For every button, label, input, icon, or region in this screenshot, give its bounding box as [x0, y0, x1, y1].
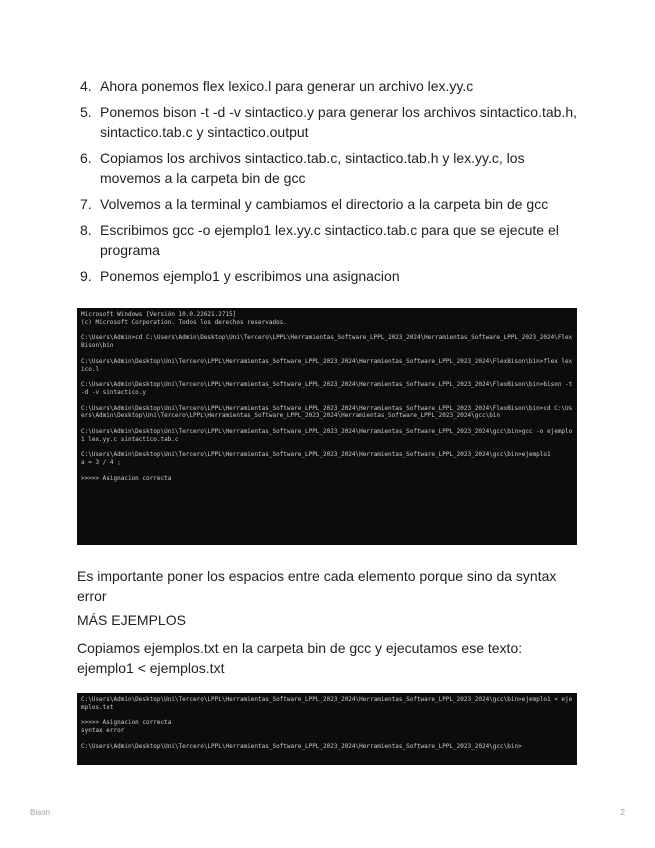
step-number: 9.	[80, 268, 92, 284]
terminal-line: >>>>> Asignacion correcta	[81, 474, 172, 482]
terminal-line: syntax error	[81, 727, 125, 735]
syntax-note: Es importante poner los espacios entre cada elemento porque sino da syntax error	[77, 568, 557, 604]
step-item	[80, 76, 580, 96]
section-heading: MÁS EJEMPLOS	[77, 612, 186, 628]
footer-title: Bison	[30, 808, 51, 817]
terminal-line	[81, 420, 573, 428]
steps-list	[80, 76, 580, 292]
terminal-line: C:\Users\Admin\Desktop\Uni\Tercero\LPPL\Herramientas_Software_LPPL_2023_2024\Herramientas_Software_LPPL_2023_2024\FlexBison\bin>flex lexico.l	[81, 357, 573, 373]
step-number: 7.	[80, 196, 92, 212]
terminal-line	[81, 444, 573, 452]
terminal-line	[81, 373, 573, 381]
terminal-line	[81, 712, 573, 720]
step-item	[80, 194, 580, 214]
terminal-line	[81, 467, 573, 475]
terminal-line	[81, 397, 573, 405]
terminal-line: C:\Users\Admin\Desktop\Uni\Tercero\LPPL\Herramientas_Software_LPPL_2023_2024\Herramientas_Software_LPPL_2023_2024\gcc\bin>gcc -o ejemplo1 lex.yy.c sintactico.tab.c	[81, 427, 573, 443]
step-item	[80, 266, 580, 286]
terminal-line: C:\Users\Admin\Desktop\Uni\Tercero\LPPL\Herramientas_Software_LPPL_2023_2024\Herramientas_Software_LPPL_2023_2024\gcc\bin>ejemplo1 < ejemplos.txt	[81, 696, 573, 711]
terminal-line	[81, 350, 573, 358]
terminal-line	[81, 327, 573, 335]
step-text: Escribimos gcc -o ejemplo1 lex.yy.c sintactico.tab.c para que se ejecute el programa	[100, 222, 559, 258]
terminal-line: C:\Users\Admin\Desktop\Uni\Tercero\LPPL\Herramientas_Software_LPPL_2023_2024\Herramientas_Software_LPPL_2023_2024\gcc\bin>	[81, 742, 522, 750]
terminal-line: C:\Users\Admin>cd C:\Users\Admin\Desktop\Uni\Tercero\LPPL\Herramientas_Software_LPPL_2023_2024\Herramientas_Software_LPPL_2023_2024\FlexBison\bin	[81, 334, 573, 350]
step-number: 4.	[80, 78, 92, 94]
step-text: Volvemos a la terminal y cambiamos el directorio a la carpeta bin de gcc	[100, 196, 549, 212]
step-text: Ponemos bison -t -d -v sintactico.y para generar los archivos sintactico.tab.h, sintactico.tab.c y sintactico.output	[100, 104, 577, 140]
step-text: Ponemos ejemplo1 y escribimos una asignacion	[100, 268, 400, 284]
terminal-line: (c) Microsoft Corporation. Todos los derechos reservados.	[81, 318, 287, 326]
terminal-line	[81, 735, 573, 743]
terminal-line: C:\Users\Admin\Desktop\Uni\Tercero\LPPL\Herramientas_Software_LPPL_2023_2024\Herramientas_Software_LPPL_2023_2024\FlexBison\bin>cd C:\Users\Admin\Desktop\Uni\Tercero\LPPL\Herramientas_Software_LPPL_2023_2024\Herramientas_Software_LPPL_2023_2024\gcc\bin	[81, 404, 573, 420]
step-number: 8.	[80, 222, 92, 238]
copy-examples-paragraph: Copiamos ejemplos.txt en la carpeta bin de gcc y ejecutamos ese texto: ejemplo1 < ejemplos.txt	[77, 640, 523, 676]
terminal-line: >>>>> Asignacion correcta	[81, 719, 172, 727]
page-number: 2	[620, 808, 625, 817]
terminal-screenshot-1	[77, 308, 577, 545]
step-number: 6.	[80, 150, 92, 166]
terminal-line: C:\Users\Admin\Desktop\Uni\Tercero\LPPL\Herramientas_Software_LPPL_2023_2024\Herramientas_Software_LPPL_2023_2024\gcc\bin>ejemplo1	[81, 451, 551, 459]
terminal-line: C:\Users\Admin\Desktop\Uni\Tercero\LPPL\Herramientas_Software_LPPL_2023_2024\Herramientas_Software_LPPL_2023_2024\FlexBison\bin>bison -t -d -v sintactico.y	[81, 381, 576, 396]
terminal-line: Microsoft Windows [Versión 10.0.22621.2715]	[81, 311, 237, 318]
terminal-screenshot-2	[77, 693, 577, 765]
terminal-line: a = 3 / 4 ;	[81, 459, 121, 467]
step-text: Copiamos los archivos sintactico.tab.c, sintactico.tab.h y lex.yy.c, los movemos a la carpeta bin de gcc	[100, 150, 525, 186]
step-item	[80, 220, 580, 260]
step-number: 5.	[80, 104, 92, 120]
step-item	[80, 102, 580, 142]
step-text: Ahora ponemos flex lexico.l para generar un archivo lex.yy.c	[100, 78, 474, 94]
step-item	[80, 148, 580, 188]
